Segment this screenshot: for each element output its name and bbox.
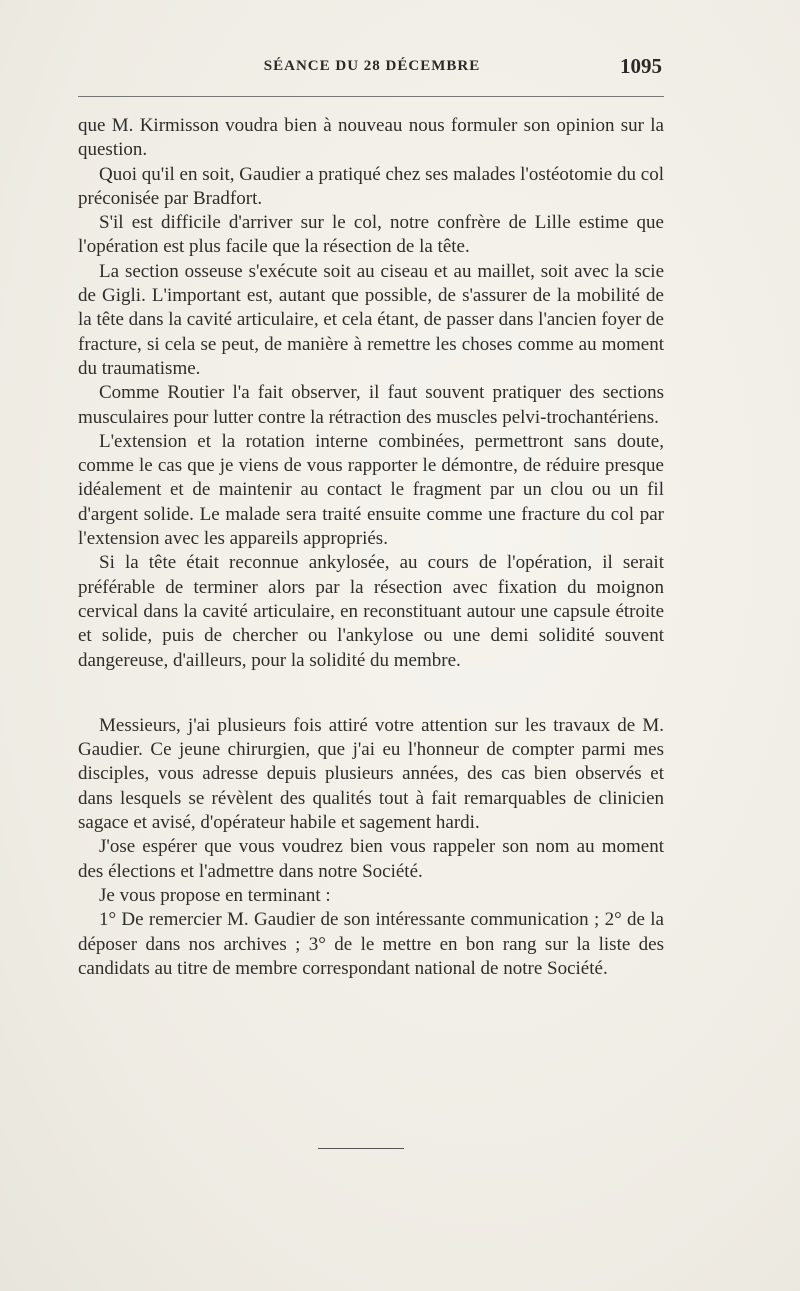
paragraph: L'extension et la rotation interne combinées, permettront sans doute, comme le cas que je viens de vous rapporter le démontre, de réduire presque idéalement et de maintenir au contact le fragment par un clou ou un fil d'argent solide. Le malade sera traité ensuite comme une fracture du col par l'extension avec les appareils appropriés. (78, 430, 664, 550)
paragraph: J'ose espérer que vous voudrez bien vous rappeler son nom au moment des élections et l'admettre dans notre Société. (78, 836, 664, 882)
running-title: SÉANCE DU 28 DÉCEMBRE (263, 58, 481, 74)
section-gap (78, 673, 664, 714)
paragraph: Quoi qu'il en soit, Gaudier a pratiqué chez ses malades l'ostéotomie du col préconisée par Bradfort. (78, 163, 664, 209)
paragraph: La section osseuse s'exécute soit au ciseau et au maillet, soit avec la scie de Gigli. L'important est, autant que possible, de s'assurer de la mobilité de la tête dans la cavité articulaire, et cela étant, de passer dans l'ancien foyer de fracture, si cela se peut, de manière à remettre les choses comme au moment du traumatisme. (78, 260, 664, 379)
paragraph: Si la tête était reconnue ankylosée, au cours de l'opération, il serait préférable de terminer alors par la résection avec fixation du moignon cervical dans la cavité articulaire, en reconstituant autour une capsule étroite et solide, puis de chercher ou l'ankylose ou une demi solidité souvent dangereuse, d'ailleurs, pour la solidité du membre. (78, 552, 664, 671)
paragraph: Je vous propose en terminant : (99, 884, 331, 906)
paragraph: que M. Kirmisson voudra bien à nouveau nous formuler son opinion sur la question. (78, 115, 664, 161)
paragraph: Comme Routier l'a fait observer, il faut souvent pratiquer des sections musculaires pour lutter contre la rétraction des muscles pelvi-trochantériens. (78, 382, 664, 428)
header-divider (78, 96, 664, 97)
page-header (78, 54, 666, 86)
paragraph: S'il est difficile d'arriver sur le col, notre confrère de Lille estime que l'opération est plus facile que la résection de la tête. (78, 212, 664, 258)
paragraph: 1° De remercier M. Gaudier de son intéressante communication ; 2° de la déposer dans nos archives ; 3° de le mettre en bon rang sur la liste des candidats au titre de membre correspondant national de notre Société. (78, 909, 664, 979)
page-number: 1095 (620, 54, 662, 78)
body-text (78, 114, 664, 981)
end-divider (318, 1148, 404, 1149)
paragraph: Messieurs, j'ai plusieurs fois attiré votre attention sur les travaux de M. Gaudier. Ce jeune chirurgien, que j'ai eu l'honneur de compter parmi mes disciples, vous adresse depuis plusieurs années, des cas bien observés et dans lesquels se révèlent des qualités tout à fait remarquables de clinicien sagace et avisé, d'opérateur habile et sagement hardi. (78, 714, 664, 834)
